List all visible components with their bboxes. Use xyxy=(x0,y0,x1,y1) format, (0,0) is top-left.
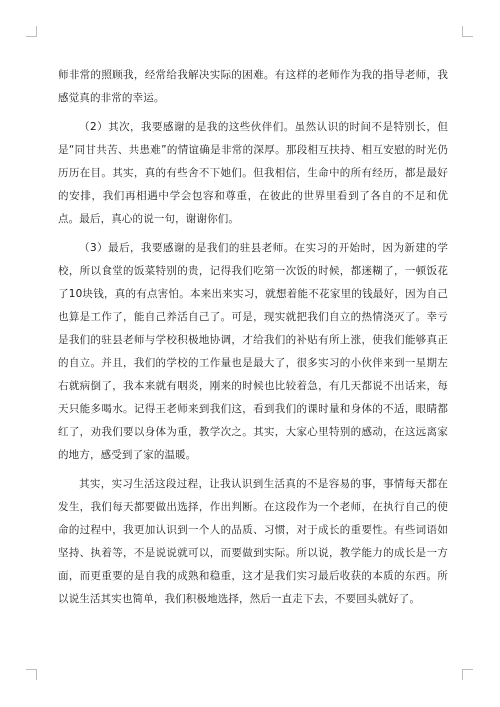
crop-mark-bottom-left xyxy=(26,669,37,680)
paragraph-2: （2）其次，我要感谢的是我的这些伙伴们。虽然认识的时间不是特别长，但是“同甘共苦、共患难”的情谊确是非常的深厚。那段相互扶持、相互安慰的时光仍历历在目。其实，真的有些舍不下她们。但我相信，生命中的所有经历，都是最好的安排，我们再相遇中学会包容和尊重，在彼此的世界里看到了各自的不足和优点。最后，真心的说一句，谢谢你们。 xyxy=(58,121,448,225)
crop-mark-top-left xyxy=(26,26,37,37)
crop-mark-bottom-right xyxy=(462,669,473,680)
paragraph-1: 师非常的照顾我，经常给我解决实际的困难。有这样的老师作为我的指导老师，我感觉真的非常的幸运。 xyxy=(58,69,448,104)
paragraph-3: （3）最后，我要感谢的是我们的驻县老师。在实习的开始时，因为新建的学校，所以食堂的饭菜特别的贵，记得我们吃第一次饭的时候，都迷糊了，一顿饭花了10块钱，真的有点害怕。本来出来实习，就想着能不花家里的钱最好，因为自己也算是工作了，能自己养活自己了。可是，现实就把我们自立的热情浇灭了。幸亏是我们的驻县老师与学校积极地协调，才给我们的补贴有所上涨，使我们能够真正的自立。并且，我们的学校的工作量也是最大了，很多实习的小伙伴来到一星期左右就病倒了，我本来就有咽炎，刚来的时候也比较着急，有几天都说不出话来，每天只能多喝水。记得王老师来到我们这，看到我们的课时量和身体的不适，眼睛都红了，劝我们要以身体为重，教学次之。其实，大家心里特别的感动，在这远离家的地方，感受到了家的温暖。 xyxy=(58,242,448,461)
crop-mark-top-right xyxy=(462,26,473,37)
document-page xyxy=(58,64,448,617)
paragraph-4: 其实，实习生活这段过程，让我认识到生活真的不是容易的事，事情每天都在发生，我们每天都要做出选择，作出判断。在这段作为一个老师，在执行自己的使命的过程中，我更加认识到一个人的品质、习惯，对于成长的重要性。有些词语如坚持、执着等，不是说说就可以，而要做到实际。所以说，教学能力的成长是一方面，而更重要的是自我的成熟和稳重，这才是我们实习最后收获的本质的东西。所以说生活其实也简单，我们积极地选择，然后一直走下去，不要回头就好了。 xyxy=(58,478,448,605)
